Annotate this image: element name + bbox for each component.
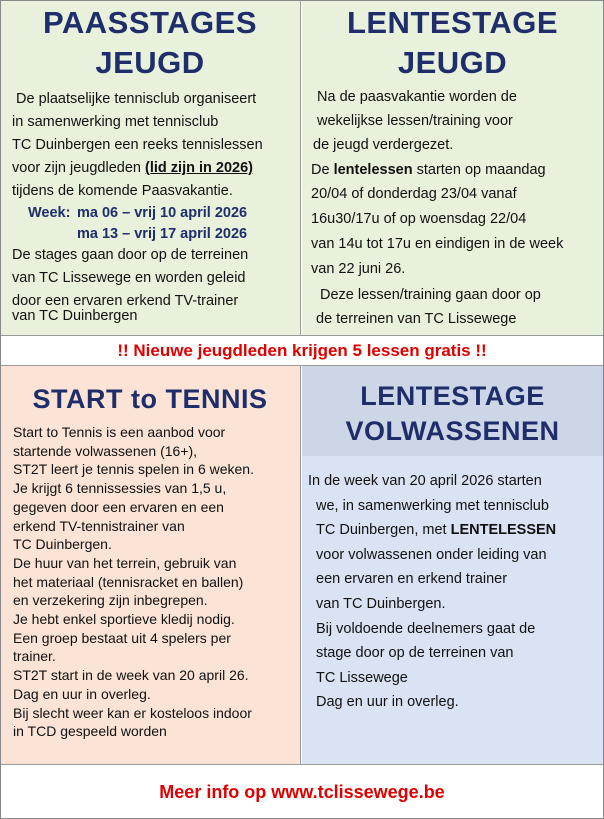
panel3-line: ST2T start in de week van 20 april 26.	[13, 667, 249, 684]
panel2-line: van 22 juni 26.	[311, 261, 406, 277]
panel1-week1: ma 06 – vrij 10 april 2026	[77, 205, 248, 221]
panel1-line: door een ervaren erkend TV-trainer	[12, 293, 239, 309]
panel4-line: stage door op de terreinen van	[316, 645, 514, 662]
panel-paasstages-jeugd	[1, 1, 301, 335]
panel2-line	[311, 158, 546, 183]
panel2-title-line1: LENTESTAGE	[346, 5, 559, 40]
panel2-line-text: De	[311, 162, 334, 178]
panel3-line: in TCD gespeeld worden	[13, 723, 167, 740]
panel2-line: Deze lessen/training gaan door op	[320, 287, 541, 303]
panel1-week-label: Week:	[28, 205, 71, 221]
banner-free-lessons: !! Nieuwe jeugdleden krijgen 5 lessen gratis !!	[117, 341, 487, 360]
panel4-line: TC Lissewege	[316, 669, 408, 686]
panel3-line: TC Duinbergen.	[13, 536, 112, 553]
panel1-line: De stages gaan door op de terreinen	[12, 247, 249, 263]
panel1-line-text: voor zijn jeugdleden	[12, 160, 146, 176]
panel1-week2: ma 13 – vrij 17 april 2026	[77, 226, 248, 242]
lentelessen-highlight: LENTELESSEN	[450, 522, 557, 539]
panel4-line-text: TC Duinbergen, met	[316, 522, 451, 539]
panel1-line	[12, 157, 253, 180]
panel1-line: TC Duinbergen een reeks tennislessen	[12, 137, 263, 153]
panel1-title-line1: PAASSTAGES	[43, 5, 257, 40]
panel3-line: trainer.	[13, 648, 56, 665]
panel4-title-line2: VOLWASSENEN	[345, 416, 560, 446]
panel3-line: Bij slecht weer kan er kosteloos indoor	[13, 704, 252, 721]
panel3-line: startende volwassenen (16+),	[13, 442, 198, 459]
lentelessen-highlight: lentelessen	[333, 162, 413, 178]
panel4-line: van TC Duinbergen.	[316, 596, 446, 612]
panel3-line: Je hebt enkel sportieve kledij nodig.	[13, 611, 235, 627]
panel3-line: Dag en uur in overleg.	[13, 685, 151, 702]
panel3-title: START to TENNIS	[32, 384, 268, 414]
panel2-line: Na de paasvakantie worden de	[317, 89, 517, 105]
panel1-line: De plaatselijke tennisclub organiseert	[16, 91, 257, 107]
panel2-line: de terreinen van TC Lissewege	[316, 311, 517, 327]
footer-website-link[interactable]: Meer info op www.tclissewege.be	[159, 782, 445, 802]
panel-lentestage-jeugd	[302, 1, 603, 335]
panel3-line: het materiaal (tennisracket en ballen)	[13, 573, 244, 590]
panel3-line: en verzekering zijn inbegrepen.	[13, 592, 208, 609]
divider	[1, 335, 603, 336]
panel4-title-line1: LENTESTAGE	[360, 381, 545, 411]
panel2-line: de jeugd verdergezet.	[313, 137, 454, 153]
panel3-line: Start to Tennis is een aanbod voor	[13, 424, 226, 440]
panel3-line: Een groep bestaat uit 4 spelers per	[13, 629, 231, 646]
panel2-line: wekelijkse lessen/training voor	[317, 113, 513, 129]
divider	[1, 764, 603, 765]
panel4-line: we, in samenwerking met tennisclub	[316, 497, 549, 514]
panel1-line: tijdens de komende Paasvakantie.	[12, 183, 233, 199]
panel-lentestage-volwassenen	[302, 366, 603, 764]
panel4-line: voor volwassenen onder leiding van	[316, 546, 547, 563]
panel3-line: gegeven door een ervaren en een	[13, 498, 224, 515]
panel2-line-text: starten op maandag	[412, 162, 546, 178]
panel2-line: 16u30/17u of op woensdag 22/04	[311, 211, 527, 227]
panel2-title-line2: JEUGD	[397, 45, 508, 80]
panel3-line: erkend TV-tennistrainer van	[13, 517, 185, 534]
panel3-line: Je krijgt 6 tennissessies van 1,5 u,	[13, 480, 227, 497]
panel4-line: In de week van 20 april 2026 starten	[308, 473, 542, 489]
panel4-line: Dag en uur in overleg.	[316, 694, 459, 711]
panel3-line: De huur van het terrein, gebruik van	[13, 554, 237, 571]
panel-start-to-tennis	[1, 366, 301, 764]
panel4-line: Bij voldoende deelnemers gaat de	[316, 620, 536, 637]
membership-note: (lid zijn in 2026)	[145, 160, 253, 176]
panel2-line: van 14u tot 17u en eindigen in de week	[311, 236, 564, 252]
panel1-line: in samenwerking met tennisclub	[12, 114, 219, 130]
panel2-line: 20/04 of donderdag 23/04 vanaf	[311, 186, 517, 202]
panel3-line: ST2T leert je tennis spelen in 6 weken.	[13, 461, 254, 478]
panel1-title-line2: JEUGD	[95, 45, 205, 80]
panel4-line	[316, 518, 556, 543]
panel1-line: van TC Lissewege en worden geleid	[12, 270, 246, 286]
panel1-line: van TC Duinbergen	[12, 308, 138, 324]
panel4-line: een ervaren en erkend trainer	[316, 571, 508, 588]
